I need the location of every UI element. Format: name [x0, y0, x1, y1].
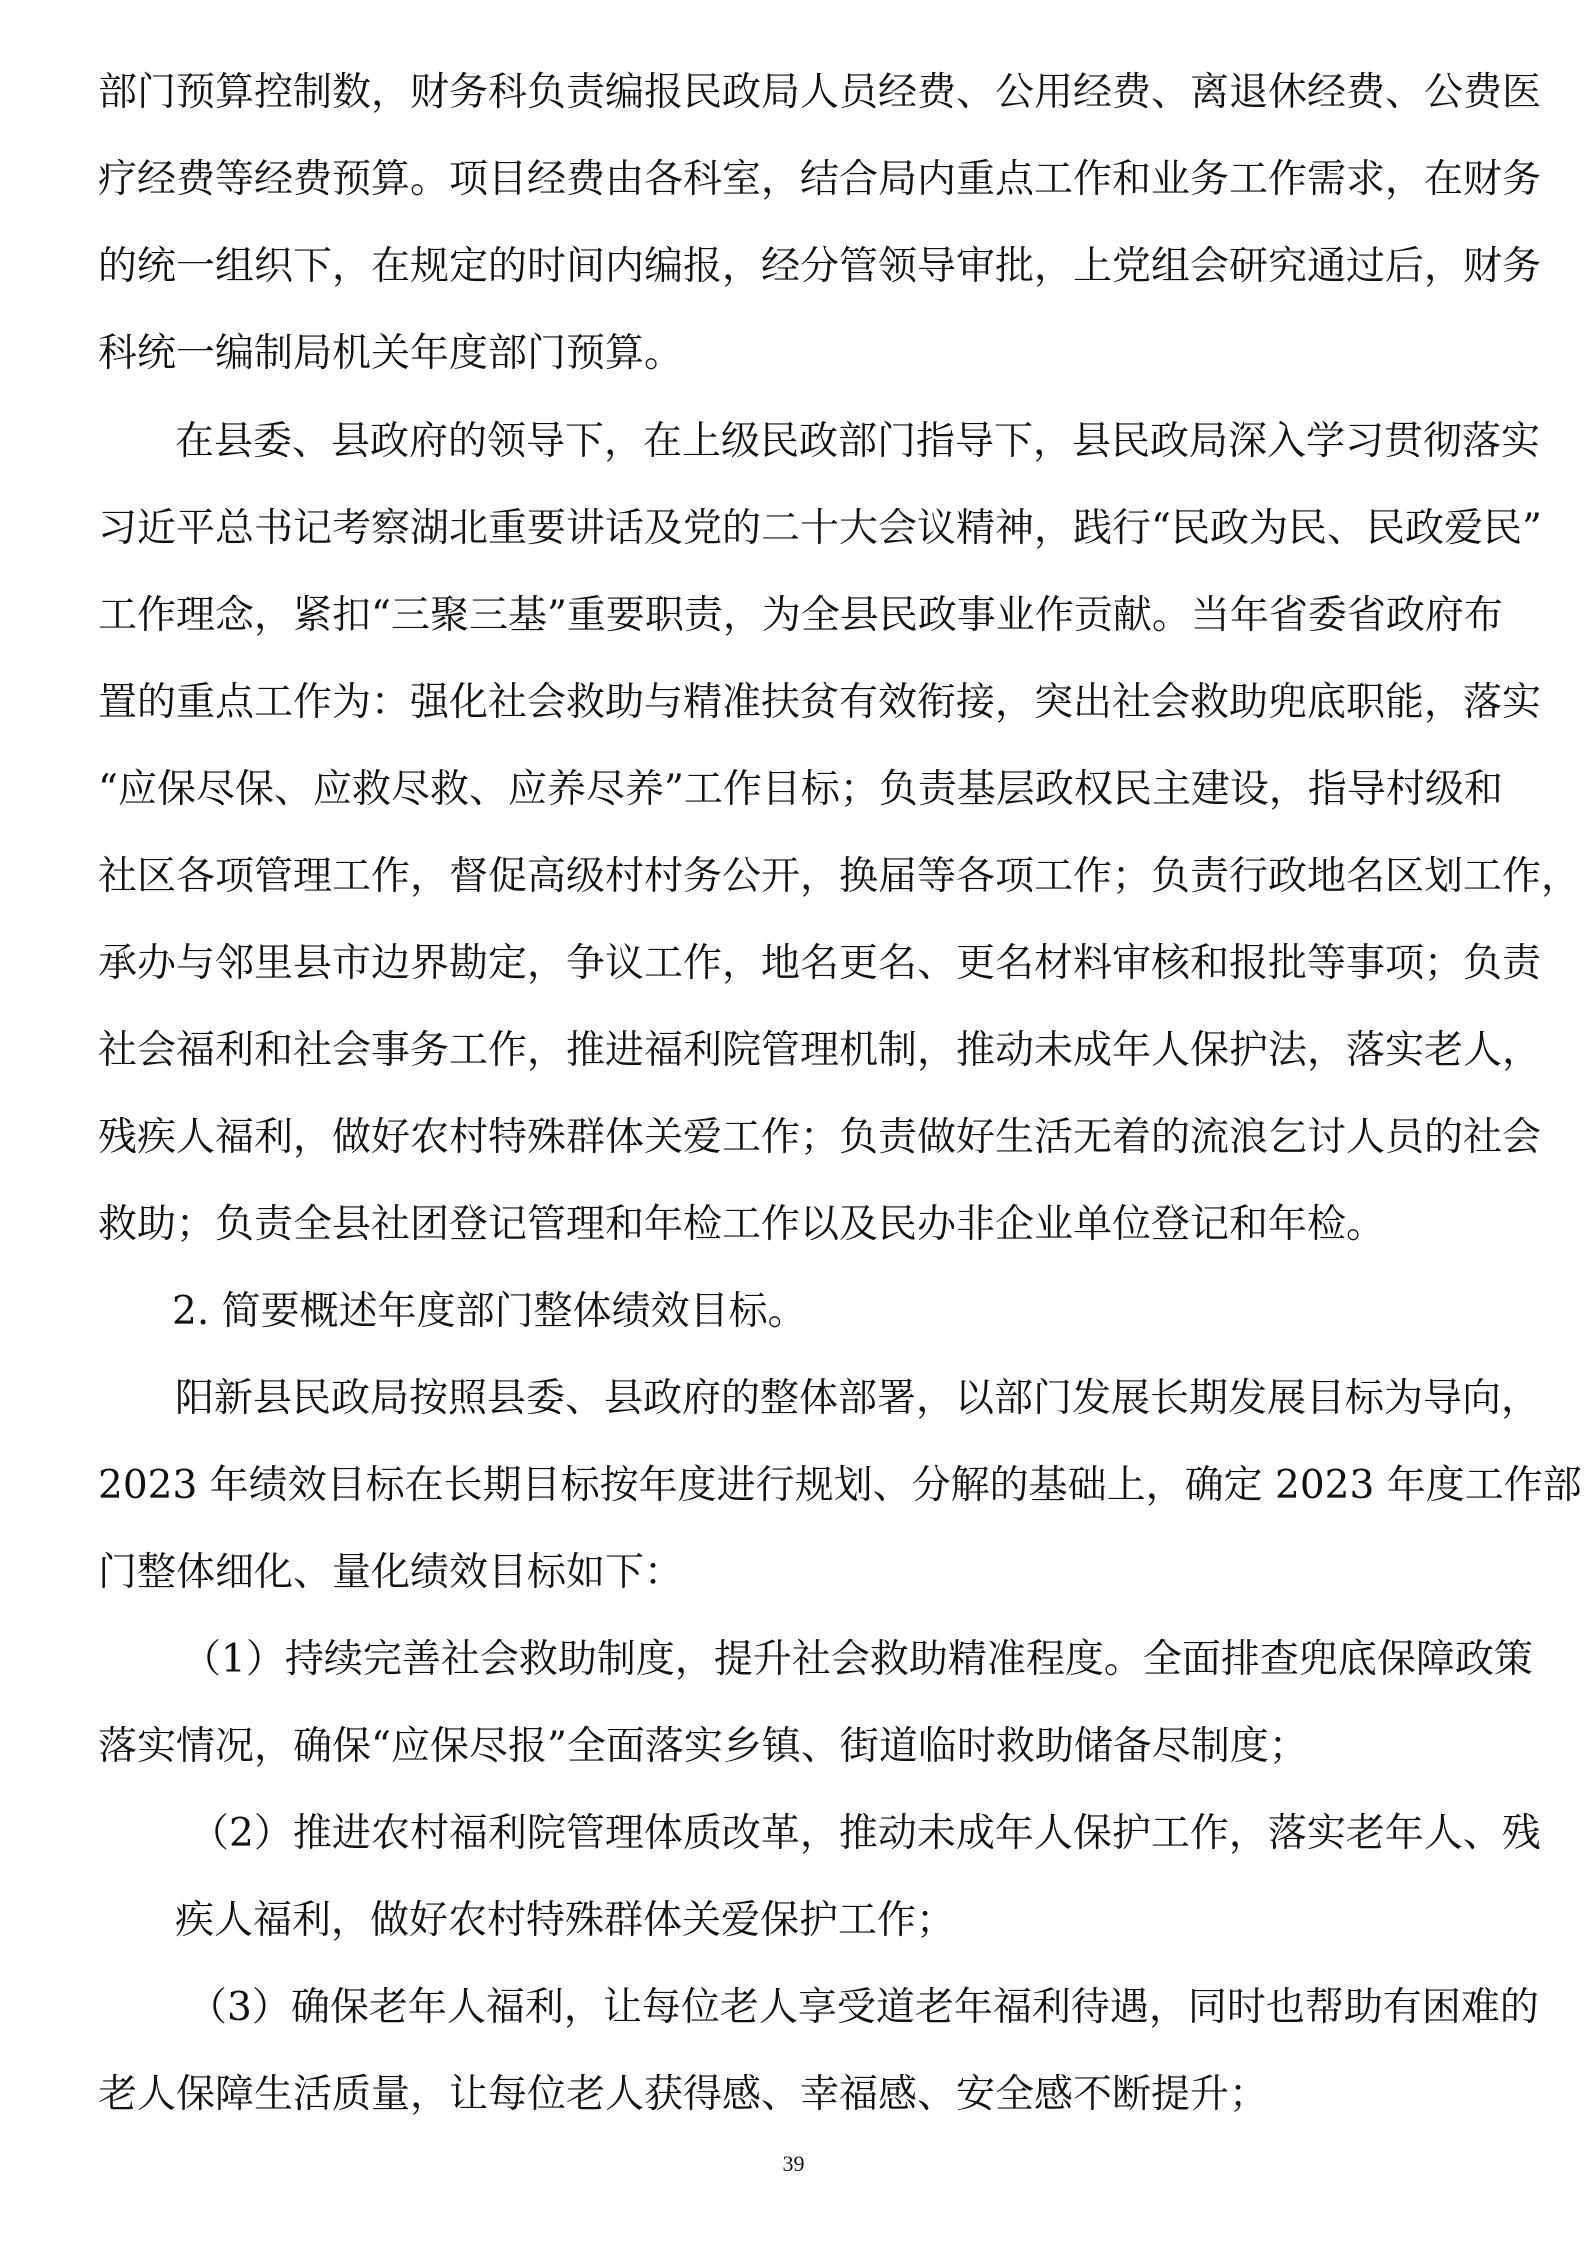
list-item-text: 疾人福利，做好农村特殊群体关爱保护工作；	[175, 1898, 956, 1943]
body-text-line: 的统一组织下，在规定的时间内编报，经分管领导审批，上党组会研究通过后，财务	[98, 244, 1542, 289]
list-item-text: （2）推进农村福利院管理体质改革，推动未成年人保护工作，落实老年人、残	[190, 1811, 1541, 1856]
body-text-line: 科统一编制局机关年度部门预算。	[98, 331, 684, 376]
body-text-line: 在县委、县政府的领导下，在上级民政部门指导下，县民政局深入学习贯彻落实	[175, 419, 1541, 464]
list-item-text: （1）持续完善社会救助制度，提升社会救助精准程度。全面排查兜底保障政策	[182, 1637, 1533, 1682]
body-text-line: 阳新县民政局按照县委、县政府的整体部署，以部门发展长期发展目标为导向，	[175, 1376, 1541, 1421]
body-text-line: 救助；负责全县社团登记管理和年检工作以及民办非企业单位登记和年检。	[98, 1202, 1386, 1247]
body-text-line: “应保尽保、应救尽救、应养尽养”工作目标；负责基层政权民主建设，指导村级和	[98, 767, 1503, 812]
body-text-line: 部门预算控制数，财务科负责编报民政局人员经费、公用经费、离退休经费、公费医	[98, 70, 1542, 115]
body-text-line: 承办与邻里县市边界勘定，争议工作，地名更名、更名材料审核和报批等事项；负责	[98, 941, 1542, 986]
page-number: 39	[782, 2151, 805, 2176]
body-text-line: 社区各项管理工作，督促高级村村务公开，换届等各项工作；负责行政地名区划工作，	[98, 854, 1581, 899]
list-item-text: 落实情况，确保“应保尽报”全面落实乡镇、街道临时救助储备尽制度；	[98, 1724, 1308, 1769]
body-text-line: 置的重点工作为：强化社会救助与精准扶贫有效衔接，突出社会救助兜底职能，落实	[98, 680, 1542, 725]
section-heading: 2. 简要概述年度部门整体绩效目标。	[172, 1289, 807, 1334]
body-text-line: 门整体细化、量化绩效目标如下：	[98, 1550, 684, 1595]
body-text-line: 疗经费等经费预算。项目经费由各科室，结合局内重点工作和业务工作需求，在财务	[98, 157, 1542, 202]
list-item-text: （3）确保老年人福利，让每位老人享受道老年福利待遇，同时也帮助有困难的	[188, 1985, 1539, 2030]
list-item-text: 老人保障生活质量，让每位老人获得感、幸福感、安全感不断提升；	[98, 2072, 1269, 2117]
body-text-line: 习近平总书记考察湖北重要讲话及党的二十大会议精神，践行“民政为民、民政爱民”	[98, 506, 1542, 551]
body-text-line: 2023 年绩效目标在长期目标按年度进行规划、分解的基础上，确定 2023 年度工作部	[98, 1463, 1582, 1508]
body-text-line: 工作理念，紧扣“三聚三基”重要职责，为全县民政事业作贡献。当年省委省政府布	[98, 593, 1503, 638]
body-text-line: 社会福利和社会事务工作，推进福利院管理机制，推动未成年人保护法，落实老人，	[98, 1028, 1542, 1073]
body-text-line: 残疾人福利，做好农村特殊群体关爱工作；负责做好生活无着的流浪乞讨人员的社会	[98, 1115, 1542, 1160]
